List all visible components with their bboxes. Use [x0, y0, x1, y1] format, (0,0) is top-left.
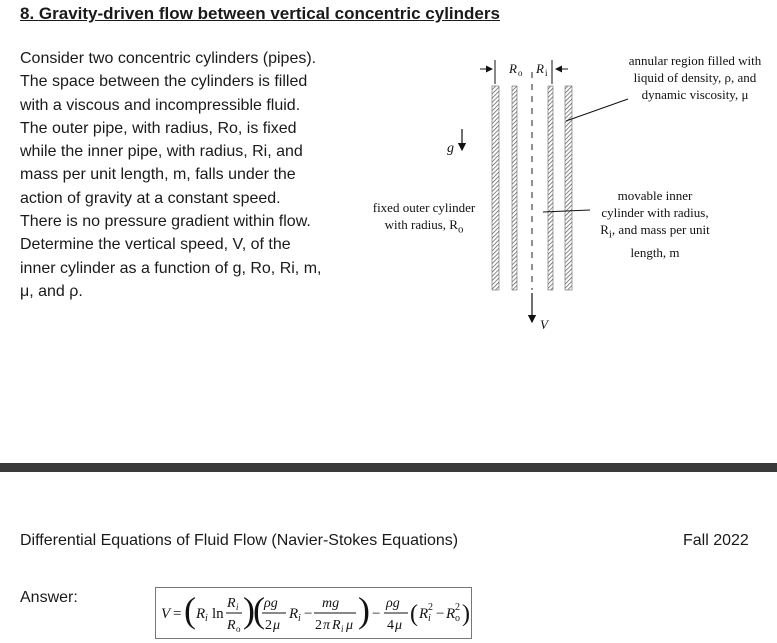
inner-label-line: R	[600, 222, 609, 237]
inner-label-subscript: i	[608, 228, 612, 241]
svg-text:R: R	[446, 606, 456, 622]
statement-line: with a viscous and incompressible fluid.	[20, 96, 301, 114]
inner-cylinder-left-wall	[512, 86, 517, 290]
svg-text:V: V	[161, 606, 171, 622]
statement-line: while the inner pipe, with radius, Ri, and	[20, 143, 303, 161]
svg-text:R: R	[196, 606, 206, 622]
outer-cylinder-label	[360, 199, 488, 239]
gravity-label: g	[447, 141, 454, 156]
answer-label: Answer:	[20, 589, 78, 606]
outer-label-subscript: o	[457, 223, 464, 236]
statement-line: inner cylinder as a function of g, Ro, Ri, m,	[20, 259, 322, 277]
svg-text:(: (	[410, 601, 418, 627]
svg-text:−: −	[304, 606, 313, 622]
ro-label: R	[509, 61, 517, 76]
outer-label-line: fixed outer cylinder	[372, 200, 476, 215]
svg-text:i: i	[428, 613, 431, 624]
statement-line: The outer pipe, with radius, Ro, is fixed	[20, 119, 297, 137]
term-label: Fall 2022	[683, 532, 749, 549]
svg-text:−: −	[372, 606, 381, 622]
outer-cylinder-right-wall	[565, 86, 572, 290]
svg-text:R: R	[332, 618, 341, 633]
ri-subscript: i	[545, 68, 548, 78]
svg-text:2: 2	[428, 602, 433, 613]
inner-cylinder-label	[590, 187, 720, 261]
svg-text:R: R	[227, 596, 236, 611]
page-divider	[0, 463, 777, 472]
svg-text:mg: mg	[322, 596, 340, 611]
svg-text:o: o	[236, 624, 241, 634]
svg-text:R: R	[227, 618, 236, 633]
svg-text:π: π	[323, 618, 331, 633]
svg-text:i: i	[341, 624, 344, 634]
ri-label: R	[536, 61, 544, 76]
statement-line: action of gravity at a constant speed.	[20, 189, 281, 207]
statement-line: μ, and ρ.	[20, 282, 83, 300]
annular-label-line: dynamic viscosity, μ	[641, 87, 749, 102]
svg-text:2: 2	[265, 618, 272, 633]
annular-region-label	[612, 52, 777, 103]
svg-text:ρg: ρg	[386, 596, 400, 611]
annular-label-line: annular region filled with	[628, 53, 762, 68]
course-title: Differential Equations of Fluid Flow (Navier-Stokes Equations)	[20, 532, 459, 549]
svg-text:): )	[358, 590, 370, 630]
svg-text:i: i	[236, 602, 239, 612]
svg-text:R: R	[419, 606, 429, 622]
svg-text:): )	[462, 601, 470, 627]
outer-label-line: with radius, R	[384, 217, 458, 232]
velocity-label: V	[540, 317, 548, 332]
statement-line: Consider two concentric cylinders (pipes).	[20, 50, 317, 67]
inner-label-line: length, m	[630, 244, 680, 260]
svg-text:i: i	[298, 613, 301, 624]
svg-text:4: 4	[387, 618, 394, 633]
svg-text:): )	[243, 590, 255, 630]
statement-line: Determine the vertical speed, V, of the	[20, 236, 291, 254]
svg-text:2: 2	[315, 618, 322, 633]
svg-text:μ: μ	[395, 618, 403, 633]
svg-text:−: −	[436, 606, 445, 622]
statement-line: mass per unit length, m, falls under the	[20, 166, 296, 184]
statement-line: The space between the cylinders is filled	[20, 73, 308, 91]
problem-title: 8. Gravity-driven flow between vertical concentric cylinders	[20, 4, 500, 23]
svg-text:μ: μ	[273, 618, 281, 633]
svg-text:=: =	[173, 606, 182, 622]
svg-text:(: (	[184, 590, 196, 630]
inner-label-line: movable inner	[617, 188, 693, 203]
ro-subscript: o	[518, 68, 523, 78]
annular-label-line: liquid of density, ρ, and	[633, 70, 757, 85]
svg-text:(: (	[253, 590, 265, 630]
svg-text:ρg: ρg	[264, 596, 278, 611]
inner-label-line: cylinder with radius,	[601, 205, 709, 220]
outer-cylinder-left-wall	[492, 86, 499, 290]
svg-text:ln: ln	[212, 606, 224, 622]
svg-text:μ: μ	[346, 618, 354, 633]
statement-line: There is no pressure gradient within flow.	[20, 213, 311, 231]
inner-cylinder-right-wall	[548, 86, 553, 290]
svg-text:R: R	[289, 606, 299, 622]
svg-text:2: 2	[455, 602, 460, 613]
svg-text:i: i	[205, 613, 208, 624]
formula-graphic	[156, 588, 471, 638]
svg-text:o: o	[455, 613, 460, 624]
answer-formula	[155, 587, 472, 639]
inner-label-line: , and mass per unit	[611, 222, 710, 237]
